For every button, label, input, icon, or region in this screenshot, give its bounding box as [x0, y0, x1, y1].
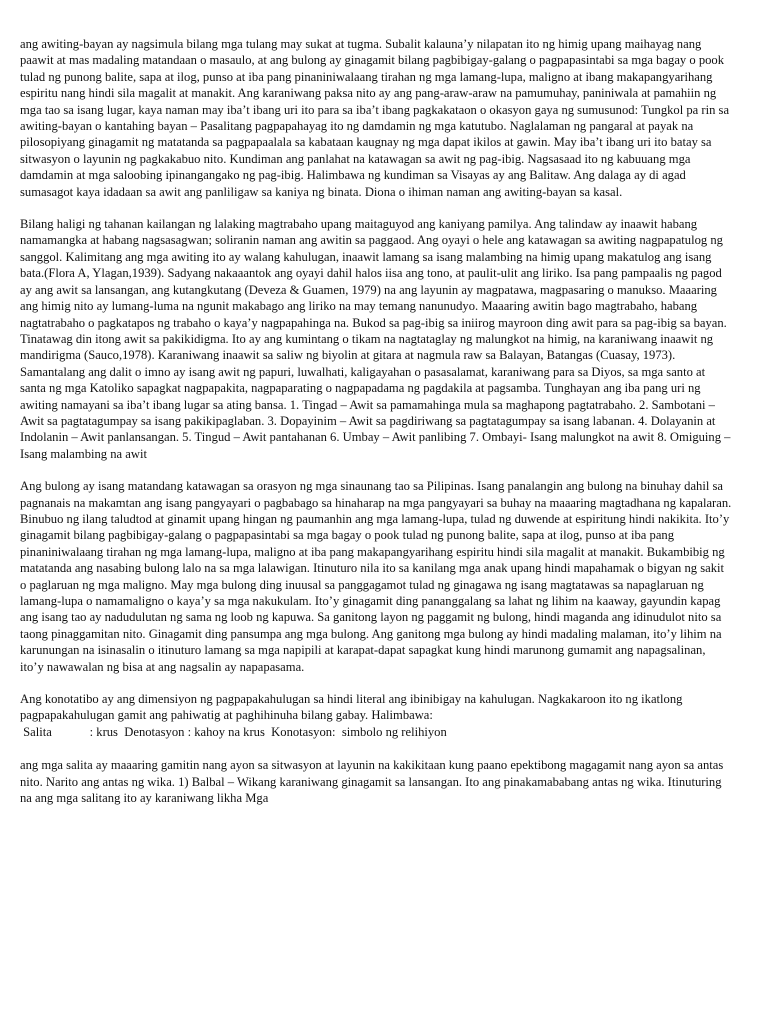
- paragraph-awit-uri: Bilang haligi ng tahanan kailangan ng lalaking magtrabaho upang maitaguyod ang kaniyang pamilya. Ang talindaw ay inaawit habang namamangka at habang nagsasagwan; soliranin naman ang awitin sa paggaod. Ang oyayi o hele ang katawagan sa awiting nagpapatulog ng sanggol. Kalimitang ang mga awiting ito ay walang kahulugan, inaawit lamang sa isang malambing na himig upang makatulog ang isang bata.(Flora A, Ylagan,1939). Sadyang nakaaantok ang oyayi dahil halos iisa ang tono, at paulit-ulit ang liriko. Isa pang pampaalis ng pagod ay ang awit sa lansangan, ang kutangkutang (Deveza & Guamen, 1979) na ang layunin ay magpatawa, magpasaring o manukso. Maaaring ang himig nito ay lumang-luma na ngunit makabago ang liriko na may temang nanunudyo. Maaaring awitin bago magtrabaho, habang nagtatrabaho o pagkatapos ng trabaho o kaya’y nagpapahinga na. Bukod sa pag-ibig sa iniirog mayroon ding awit para sa pag-ibig sa bayan. Tinatawag din itong awit sa pakikidigma. Ito ay ang kumintang o tikam na nagtataglay ng malungkot na himig, na karaniwang inaawit ng mandirigma (Sauco,1978). Karaniwang inaawit sa saliw ng biyolin at gitara at nagmula raw sa Balayan, Batangas (Cuasay, 1973). Samantalang ang dalit o imno ay isang awit ng papuri, luwalhati, kaligayahan o pasasalamat, karaniwang para sa Diyos, sa mga santo at santa ng mga Katoliko sapagkat nagpapakita, nagpaparating o nagpapadama ng pagdakila at pagsamba. Tunghayan ang iba pang uri ng awiting namayani sa iba’t ibang lugar sa ating bansa. 1. Tingad – Awit sa pamamahinga mula sa maghapong pagtatrabaho. 2. Sambotani – Awit sa pagtatagumpay sa isang pakikipaglaban. 3. Dopayinim – Awit sa pagdiriwang sa pagtatagumpay sa isang labanan. 4. Dolayanin at Indolanin – Awit panlansangan. 5. Tingud – Awit pantahanan 6. Umbay – Awit panlibing 7. Ombayi- Isang malungkot na awit 8. Omiguing – Isang malambing na awit: [20, 217, 731, 461]
- example-denotasyon: Denotasyon : kahoy na krus: [124, 724, 265, 739]
- paragraph-antas-ng-wika: ang mga salita ay maaaring gamitin nang ayon sa sitwasyon at layunin na kakikitaan kung paano epektibong magagamit nang ayon sa antas nito. Narito ang antas ng wika. 1) Balbal – Wikang karaniwang ginagamit sa lansangan. Ito ang pinakamababang antas ng wika. Itinuturing na ang mga salitang ito ay karaniwang likha Mga: [20, 758, 724, 806]
- paragraph-awiting-bayan: ang awiting-bayan ay nagsimula bilang mga tulang may sukat at tugma. Subalit kalauna’y nilapatan ito ng himig upang maihayag nang paawit at mas madaling matandaan o masaulo, at ang bulong ay ginagamit bilang pagbibigay-galang o pagpapasintabi sa mga bagay o pook tulad ng punong balite, sapa at ilog, punso at iba pang pinaniniwalaang tirahan ng mga lamang-lupa, maligno at ibang makapangyarihang espiritu nang hindi sila magalit at manakit. Ang karaniwang paksa nito ay ang pang-araw-araw na pamumuhay, paniniwala at pamahiin ng mga tao sa isang lugar, kaya naman may iba’t ibang uri ito para sa iba’t ibang pagkakataon o okasyon gaya ng sumusunod: Tungkol pa rin sa awiting-bayan o kantahing bayan – Pasalitang pagpapahayag ito ng damdamin ng mga katutubo. Naglalaman ng pangaral at payak na pilosopiyang ginagamit ng matatanda sa pagpapaalala sa kabataan kaugnay ng mga dapat ikilos at gawin. May iba’t ibang uri ito batay sa sitwasyon o layunin ng pagkakabuo nito. Kundiman ang panlahat na katawagan sa awit ng pag-ibig. Nagsasaad ito ng kabuuang mga damdamin at mga saloobing ipinangangako ng pag-ibig. Halimbawa ng kundiman sa Visayas ay ang Balitaw. Ang dalaga ay di agad sumasagot kaya idadaan sa awit ang panliligaw sa kaniya ng binata. Diona o ihiman naman ang awiting-bayan sa kasal.: [20, 37, 730, 199]
- paragraph-bulong: Ang bulong ay isang matandang katawagan sa orasyon ng mga sinaunang tao sa Pilipinas. Isang panalangin ang bulong na binuhay dahil sa pagnanais na makamtan ang isang pangyayari o pagbabago sa hinaharap na mga pangyayari sa buhay na maaaring magtadhana ng kapalaran. Binubuo ng ilang taludtod at ginamit upang hingan ng paumanhin ang mga lamang-lupa, tulad ng duwende at espiritung hindi nakikita. Ito’y ginagamit bilang pagbibigay-galang o pagpapasintabi sa mga bagay o pook tulad ng punong balite, sapa at ilog, punso at iba pang pinaniniwalaang tirahan ng mga lamang-lupa, maligno at iba pang makapangyarihang espiritu hindi sila magalit at manakit. Bukambibig ng matatanda ang nasabing bulong lalo na sa mga lalawigan. Itinuturo nila ito sa kanilang mga anak upang hindi mapahamak o bigyan ng sakit o paglaruan ng mga maligno. May mga bulong ding inuusal sa panggagamot tulad ng ginagawa ng isang magtatawas sa napaglaruan ng lamang-lupa o namamaligno o kaya’y sa mga nakukulam. Ito’y ginagamit ding pananggalang sa lahat ng lihim na kaaway, gayundin kapag ang isang tao ay nadudulutan ng sama ng loob ng kapuwa. Sa ganitong layon ng paggamit ng bulong, hindi maganda ang idinudulot nito sa taong pinaggamitan nito. Ginagamit ding pansumpa ang mga bulong. Ang ganitong mga bulong ay hindi madaling malaman, ito’y lihim na karunungan na isinasalin o itinuturo lamang sa mga napipili at karapat-dapat sapagkat kung hindi marunong gumamit ang napagsalinan, ito’y nawawalan ng bisa at ang nagsalin ay napapasama.: [20, 479, 732, 674]
- konotatibo-example: [20, 724, 732, 741]
- paragraph-konotatibo: Ang konotatibo ay ang dimensiyon ng pagpapakahulugan sa hindi literal ang ibinibigay na kahulugan. Nagkakaroon ito ng ikatlong pagpapakahulugan gamit ang pahiwatig at paghihinuha bilang gabay. Halimbawa:: [20, 692, 683, 723]
- example-konotasyon: Konotasyon: simbolo ng relihiyon: [271, 724, 447, 739]
- example-label: Salita: [20, 724, 52, 739]
- example-word: : krus: [89, 724, 118, 739]
